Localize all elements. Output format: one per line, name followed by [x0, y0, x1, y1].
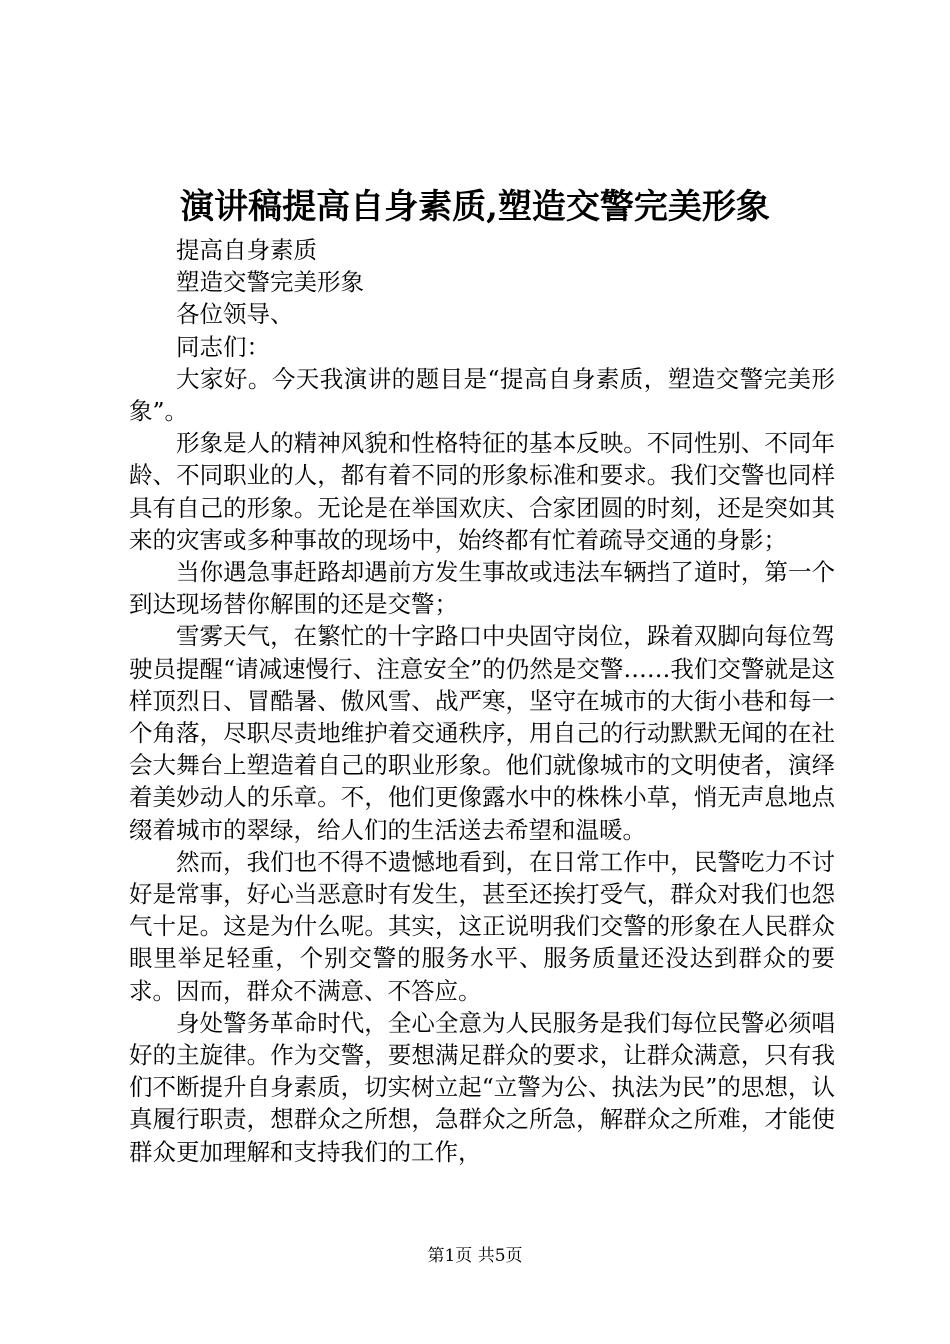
document-title: 演讲稿提高自身素质,塑造交警完美形象 [180, 187, 770, 227]
paragraph: 大家好。今天我演讲的题目是“提高自身素质，塑造交警完美形象”。 [129, 364, 835, 426]
paragraph: 身处警务革命时代，全心全意为人民服务是我们每位民警必须唱好的主旋律。作为交警，要想满足群众的要求，让群众满意，只有我们不断提升自身素质，切实树立起“立警为公、执法为民”的思想，认真履行职责，想群众之所想，急群众之所急，解群众之所难，才能使群众更加理解和支持我们的工作， [129, 1008, 835, 1166]
paragraph: 各位领导、 [176, 300, 294, 329]
paragraph: 同志们： [176, 332, 270, 361]
paragraph: 然而，我们也不得不遗憾地看到，在日常工作中，民警吃力不讨好是常事，好心当恶意时有发生，甚至还挨打受气，群众对我们也怨气十足。这是为什么呢。其实，这正说明我们交警的形象在人民群众眼里举足轻重，个别交警的服务水平、服务质量还没达到群众的要求。因而，群众不满意、不答应。 [129, 847, 835, 1005]
paragraph: 雪雾天气，在繁忙的十字路口中央固守岗位，跺着双脚向每位驾驶员提醒“请减速慢行、注意安全”的仍然是交警……我们交警就是这样顶烈日、冒酷暑、傲风雪、战严寒，坚守在城市的大街小巷和每一个角落，尽职尽责地维护着交通秩序，用自己的行动默默无闻的在社会大舞台上塑造着自己的职业形象。他们就像城市的文明使者，演绎着美妙动人的乐章。不，他们更像露水中的株株小草，悄无声息地点缀着城市的翠绿，给人们的生活送去希望和温暖。 [129, 622, 835, 844]
paragraph: 提高自身素质 [176, 236, 317, 264]
paragraph: 塑造交警完美形象 [176, 268, 364, 297]
document-body [129, 234, 835, 1168]
paragraph: 形象是人的精神风貌和性格特征的基本反映。不同性别、不同年龄、不同职业的人，都有着不同的形象标准和要求。我们交警也同样具有自己的形象。无论是在举国欢庆、合家团圆的时刻，还是突如其来的灾害或多种事故的现场中，始终都有忙着疏导交通的身影； [129, 429, 835, 554]
page-number-footer: 第1页 共5页 [427, 1246, 523, 1266]
paragraph: 当你遇急事赶路却遇前方发生事故或违法车辆挡了道时，第一个到达现场替你解围的还是交警； [129, 558, 835, 619]
